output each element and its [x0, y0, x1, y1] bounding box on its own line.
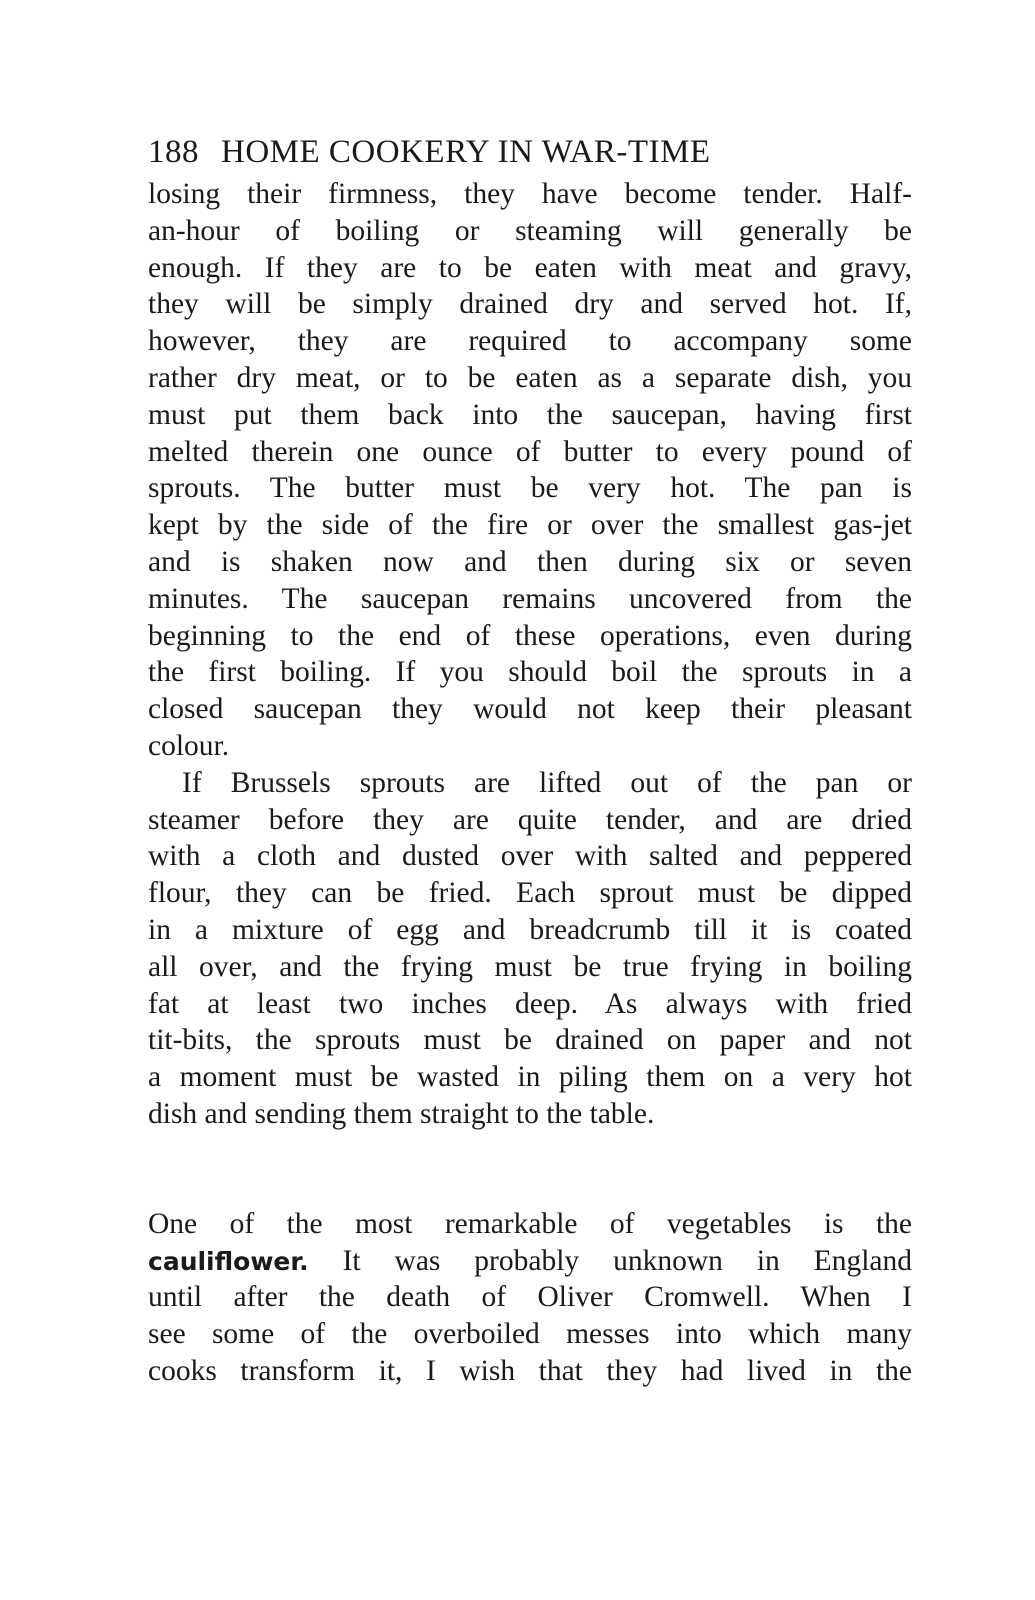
text-line: however, they are required to accompany some: [148, 325, 912, 358]
book-page: [148, 128, 912, 1390]
text-line: melted therein one ounce of butter to every pound of: [148, 435, 912, 468]
text-line: steamer before they are quite tender, and are dried: [148, 803, 912, 836]
text-line: tit-bits, the sprouts must be drained on paper and not: [148, 1024, 912, 1057]
bold-term-cauliflower: cauliflower.: [148, 1246, 309, 1276]
text-line: the first boiling. If you should boil the sprouts in a: [148, 656, 912, 689]
text-line: dish and sending them straight to the table.: [148, 1097, 655, 1130]
text-line: sprouts. The butter must be very hot. The pan is: [148, 472, 912, 505]
text-line: If Brussels sprouts are lifted out of the pan or: [182, 766, 912, 799]
running-title: HOME COOKERY IN WAR-TIME: [221, 134, 711, 170]
text-line: they will be simply drained dry and served hot. If,: [148, 288, 912, 321]
section-break: [148, 1133, 912, 1206]
text-line: kept by the side of the fire or over the smallest gas-jet: [148, 509, 912, 542]
text-line: rather dry meat, or to be eaten as a separate dish, you: [148, 361, 912, 394]
text-line: until after the death of Oliver Cromwell. When I: [148, 1281, 912, 1314]
text-line: a moment must be wasted in piling them on a very hot: [148, 1061, 912, 1094]
text-line: enough. If they are to be eaten with meat and gravy,: [148, 251, 912, 284]
text-run: It was probably unknown in England: [308, 1244, 912, 1277]
text-line: cooks transform it, I wish that they had lived in the: [148, 1354, 912, 1387]
running-head: [148, 128, 912, 176]
text-line: see some of the overboiled messes into which many: [148, 1318, 912, 1351]
paragraph-fried-sprouts: [148, 765, 912, 1133]
text-line: flour, they can be fried. Each sprout must be dipped: [148, 877, 912, 910]
text-line: closed saucepan they would not keep their pleasant: [148, 693, 912, 726]
text-line: an-hour of boiling or steaming will generally be: [148, 214, 912, 247]
text-line: minutes. The saucepan remains uncovered from the: [148, 582, 912, 615]
text-line: all over, and the frying must be true frying in boiling: [148, 950, 912, 983]
page-number: 188: [148, 134, 199, 170]
paragraph-boiled-sprouts: [148, 176, 912, 765]
text-line: colour.: [148, 729, 230, 762]
text-line: [148, 1243, 912, 1280]
text-line: must put them back into the saucepan, having first: [148, 398, 912, 431]
text-line: fat at least two inches deep. As always with fried: [148, 987, 912, 1020]
text-line: and is shaken now and then during six or seven: [148, 545, 912, 578]
text-line: losing their firmness, they have become tender. Half-: [148, 178, 912, 210]
text-line: in a mixture of egg and breadcrumb till it is coated: [148, 913, 912, 946]
text-line: One of the most remarkable of vegetables is the: [148, 1207, 912, 1240]
paragraph-cauliflower: [148, 1206, 912, 1390]
text-line: with a cloth and dusted over with salted and peppered: [148, 840, 912, 873]
text-line: beginning to the end of these operations, even during: [148, 619, 912, 652]
